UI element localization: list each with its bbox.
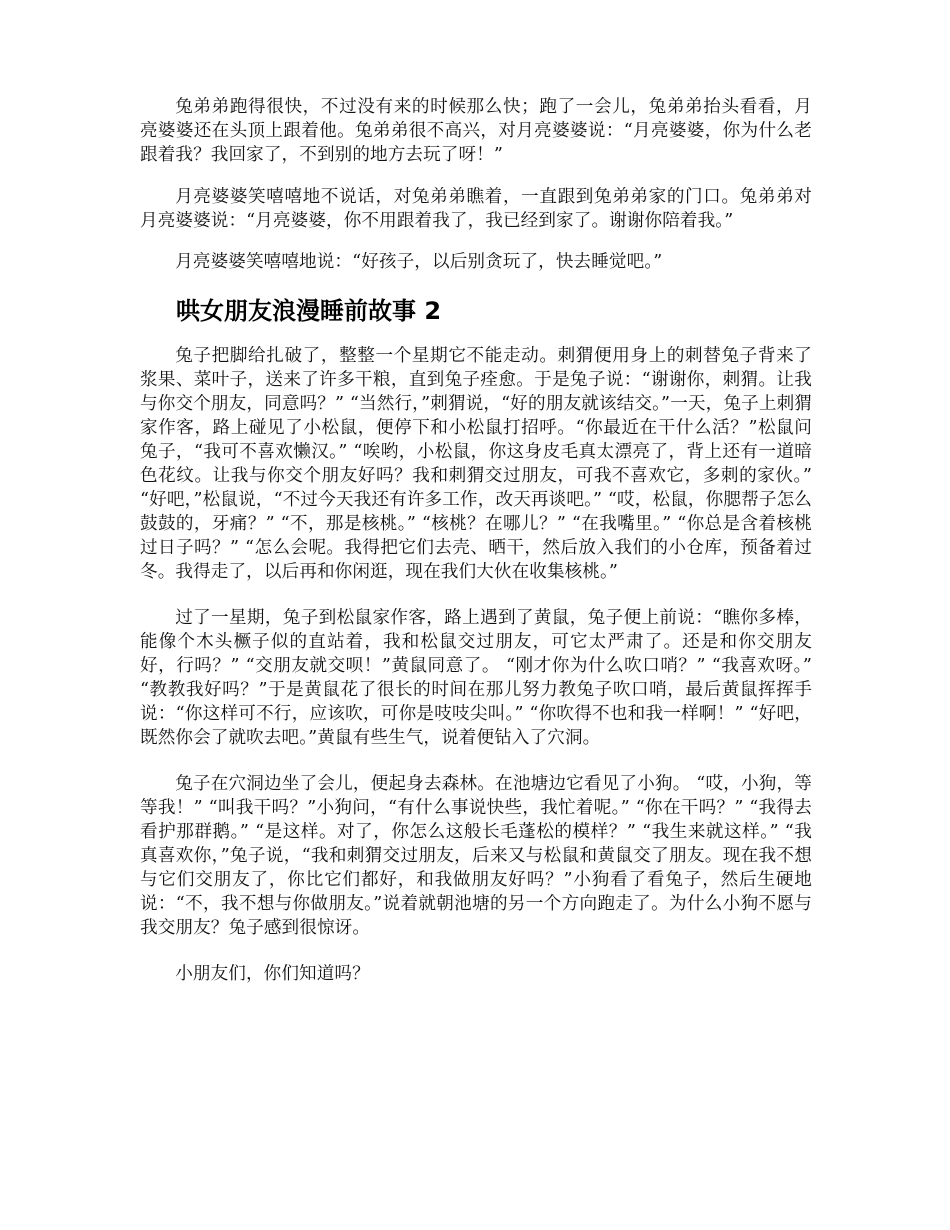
story-paragraph-1: 兔子把脚给扎破了，整整一个星期它不能走动。刺猬便用身上的刺替兔子背来了浆果、菜叶子，送来了许多干粮，直到兔子痊愈。于是兔子说：“谢谢你，刺猬。让我与你交个朋友，同意吗？” “当然行，”刺猬说，“好的朋友就该结交。”一天，兔子上刺猬家作客，路上碰见了小松鼠，便停下和小松鼠打招呼。“你最近在干什么活？”松鼠问兔子，“我可不喜欢懒汉。” “唉哟，小松鼠，你这身皮毛真太漂亮了，背上还有一道暗色花纹。让我与你交个朋友好吗？我和刺猬交过朋友，可我不喜欢它，多刺的家伙。” “好吧，”松鼠说，“不过今天我还有许多工作，改天再谈吧。” “哎，松鼠，你腮帮子怎么鼓鼓的，牙痛？” “不，那是核桃。” “核桃？在哪儿？” “在我嘴里。” “你总是含着核桃过日子吗？” “怎么会呢。我得把它们去壳、晒干，然后放入我们的小仓库，预备着过冬。我得走了，以后再和你闲逛，现在我们大伙在收集核桃。” (140, 346, 812, 582)
story-section (140, 344, 812, 986)
document-page (140, 95, 812, 986)
intro-paragraph-2: 月亮婆婆笑嘻嘻地不说话，对兔弟弟瞧着，一直跟到兔弟弟家的门口。兔弟弟对月亮婆婆说：“月亮婆婆，你不用跟着我了，我已经到家了。谢谢你陪着我。” (140, 187, 812, 231)
intro-section (140, 95, 812, 274)
section-heading: 哄女朋友浪漫睡前故事 2 (176, 297, 442, 325)
story-paragraph-4: 小朋友们，你们知道吗？ (175, 964, 370, 984)
intro-paragraph-3: 月亮婆婆笑嘻嘻地说：“好孩子，以后别贪玩了，快去睡觉吧。” (175, 252, 663, 272)
intro-paragraph-1: 兔弟弟跑得很快，不过没有来的时候那么快；跑了一会儿，兔弟弟抬头看看，月亮婆婆还在头顶上跟着他。兔弟弟很不高兴，对月亮婆婆说：“月亮婆婆，你为什么老跟着我？我回家了，不到别的地方去玩了呀！” (140, 97, 812, 165)
story-paragraph-2: 过了一星期，兔子到松鼠家作客，路上遇到了黄鼠，兔子便上前说：“瞧你多棒，能像个木头橛子似的直站着，我和松鼠交过朋友，可它太严肃了。还是和你交朋友好，行吗？” “交朋友就交呗！”黄鼠同意了。 “刚才你为什么吹口哨？” “我喜欢呀。” “教教我好吗？”于是黄鼠花了很长的时间在那儿努力教兔子吹口哨，最后黄鼠挥挥手说：“你这样可不行，应该吹，可你是吱吱尖叫。” “你吹得不也和我一样啊！” “好吧，既然你会了就吹去吧。”黄鼠有些生气，说着便钻入了穴洞。 (140, 608, 812, 748)
story-paragraph-3: 兔子在穴洞边坐了会儿，便起身去森林。在池塘边它看见了小狗。 “哎，小狗，等等我！” “叫我干吗？”小狗问，“有什么事说快些，我忙着呢。” “你在干吗？” “我得去看护那群鹅。” “是这样。对了，你怎么这般长毛蓬松的模样？” “我生来就这样。” “我真喜欢你，”兔子说，“我和刺猬交过朋友，后来又与松鼠和黄鼠交了朋友。现在我不想与它们交朋友了，你比它们都好，和我做朋友好吗？”小狗看了看兔子，然后生硬地说：“不，我不想与你做朋友。”说着就朝池塘的另一个方向跑走了。为什么小狗不愿与我交朋友？兔子感到很惊讶。 (140, 774, 812, 938)
